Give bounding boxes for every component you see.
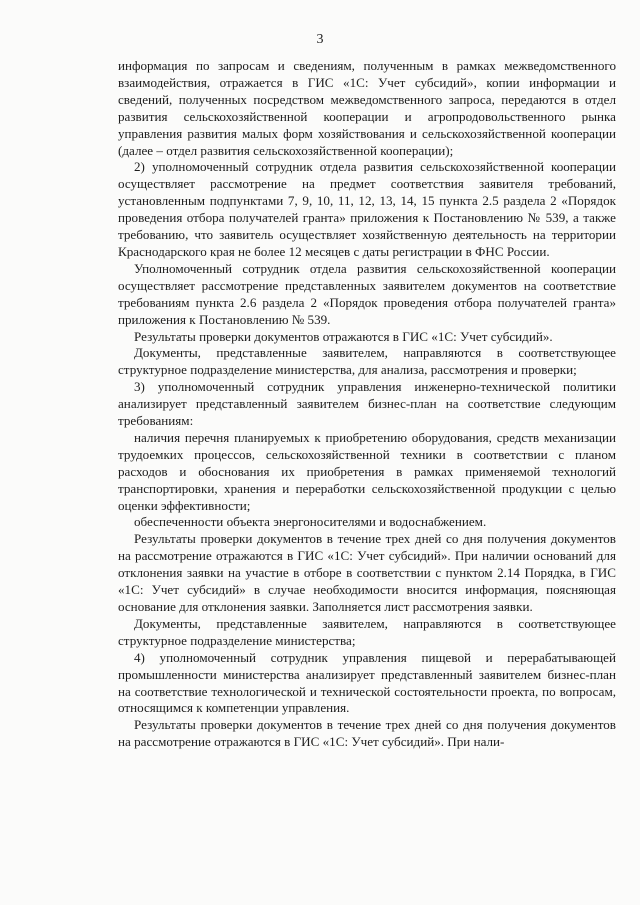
paragraph: Документы, представленные заявителем, направляются в соответствующее структурное подразделение министерства, для анализа, рассмотрения и проверки; bbox=[118, 345, 616, 378]
document-body bbox=[118, 58, 616, 751]
paragraph: Результаты проверки документов отражаются в ГИС «1С: Учет субсидий». bbox=[134, 328, 553, 344]
paragraph: 2) уполномоченный сотрудник отдела развития сельскохозяйственной кооперации осуществляет рассмотрение на предмет соответствия заявителя требований, установленным подпунктами 7, 9, 10, 11, 12, 13, 14, 15 пункта 2.5 раздела 2 «Порядок проведения отбора получателей гранта» приложения к Постановлению № 539, а также требованию, что заявитель осуществляет хозяйственную деятельность на территории Краснодарского края не более 12 месяцев с даты регистрации в ФНС России. bbox=[118, 159, 616, 259]
paragraph: Результаты проверки документов в течение трех дней со дня получения документов на рассмотрение отражаются в ГИС «1С: Учет субсидий». При нали- bbox=[118, 717, 616, 750]
paragraph: наличия перечня планируемых к приобретению оборудования, средств механизации трудоемких процессов, сельскохозяйственной техники в соответствии с планом расходов и обоснования их приобретения в рамках применяемой технологий транспортировки, хранения и переработки сельскохозяйственной продукции с целью оценки эффективности; bbox=[118, 429, 616, 513]
paragraph: Уполномоченный сотрудник отдела развития сельскохозяйственной кооперации осуществляет рассмотрение представленных заявителем документов на соответствие требованиям пункта 2.6 раздела 2 «Порядок проведения отбора получателей гранта» приложения к Постановлению № 539. bbox=[118, 260, 616, 327]
page-number: 3 bbox=[316, 32, 324, 47]
paragraph: 4) уполномоченный сотрудник управления пищевой и перерабатывающей промышленности министерства анализирует представленный заявителем бизнес-план на соответствие технологической и технической состоятельности проекта, по вопросам, относящимся к компетенции управления. bbox=[118, 649, 616, 716]
paragraph: информация по запросам и сведениям, полученным в рамках межведомственного взаимодействия, отражается в ГИС «1С: Учет субсидий», копии информации и сведений, полученных посредством межведомственного запроса, передаются в отдел развития сельскохозяйственной кооперации и агропродовольственного рынка управления развития малых форм хозяйствования и сельскохозяйственной кооперации (далее – отдел развития сельскохозяйственной кооперации); bbox=[118, 58, 616, 158]
paragraph: Документы, представленные заявителем, направляются в соответствующее структурное подразделение министерства; bbox=[118, 615, 616, 648]
paragraph: 3) уполномоченный сотрудник управления инженерно-технической политики анализирует представленный заявителем бизнес-план на соответствие следующим требованиям: bbox=[118, 379, 616, 429]
paragraph: Результаты проверки документов в течение трех дней со дня получения документов на рассмотрение отражаются в ГИС «1С: Учет субсидий». При наличии оснований для отклонения заявки на участие в отборе в соответствии с пунктом 2.14 Порядка, в ГИС «1С: Учет субсидий» в случае необходимости вносится информация, поясняющая основание для отклонения заявки. Заполняется лист рассмотрения заявки. bbox=[118, 531, 616, 614]
paragraph: обеспеченности объекта энергоносителями и водоснабжением. bbox=[134, 514, 487, 530]
